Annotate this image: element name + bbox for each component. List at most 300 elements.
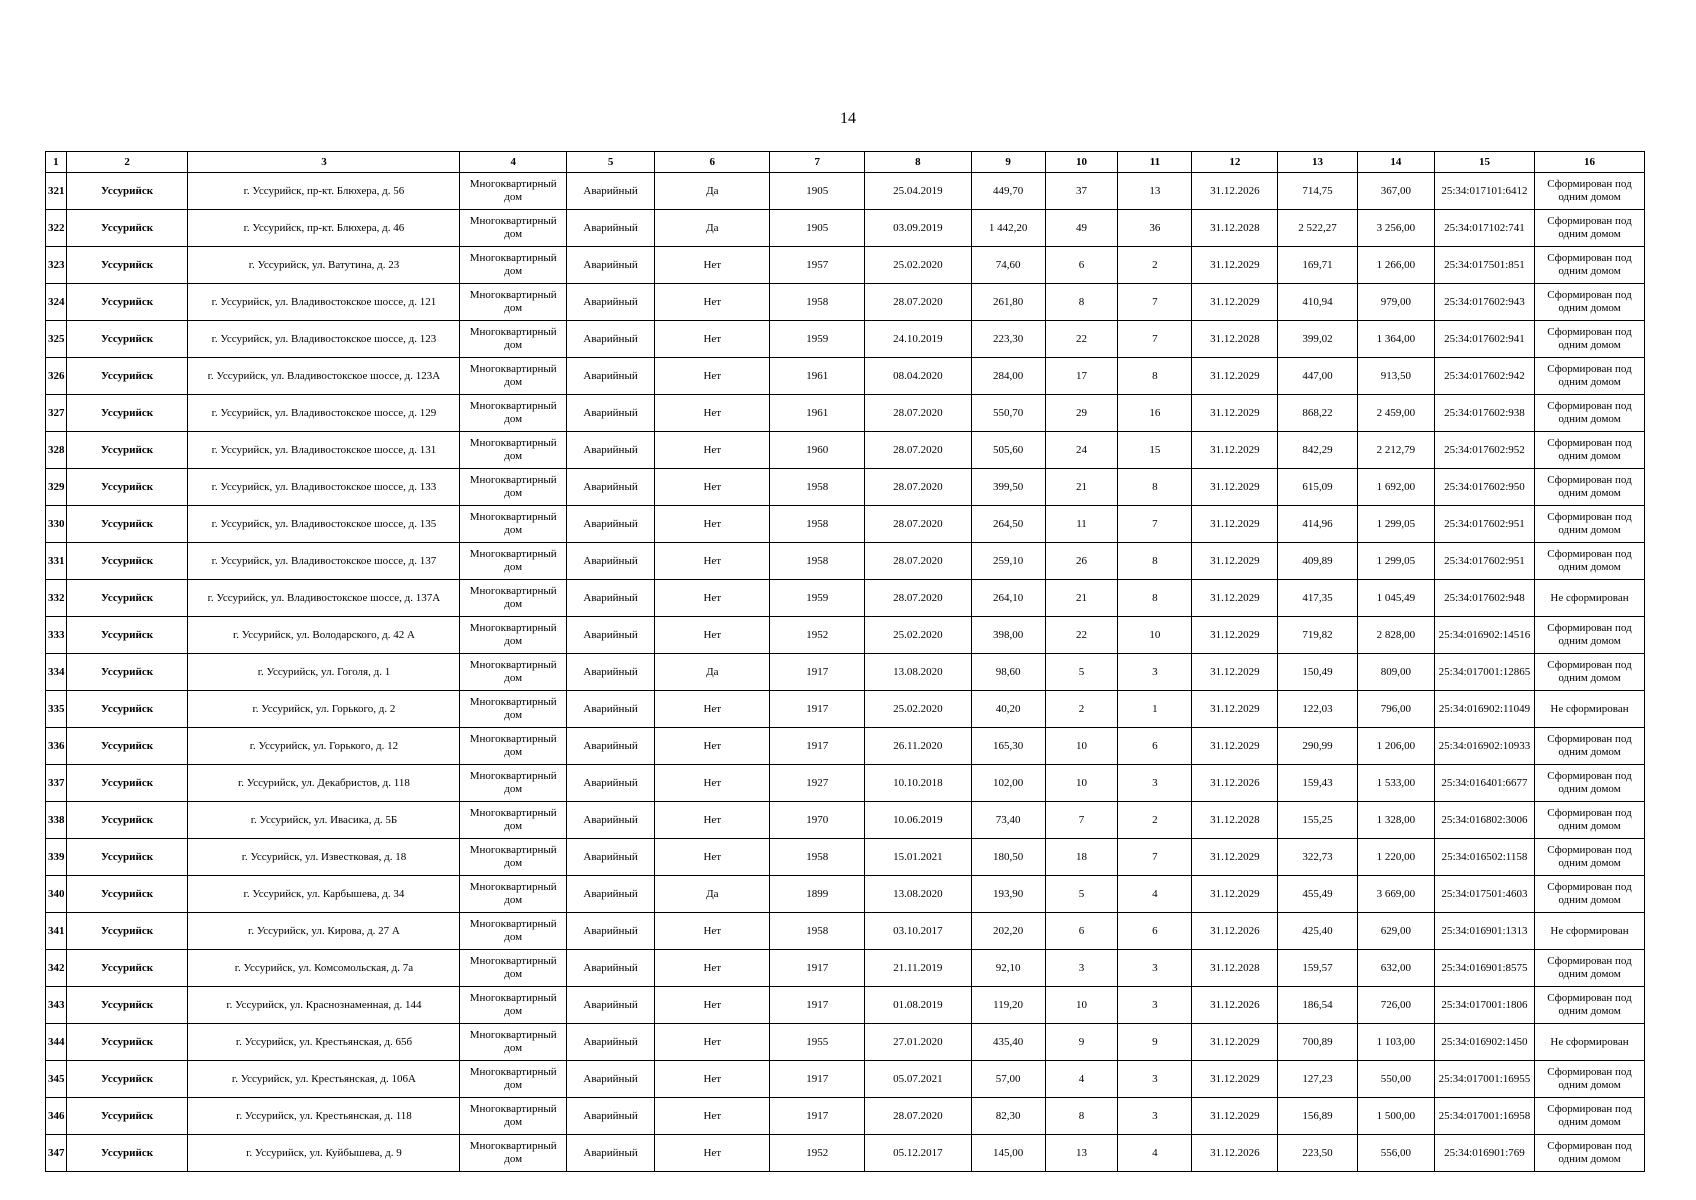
flag-cell: Нет bbox=[655, 987, 770, 1024]
area-cell: 1 442,20 bbox=[971, 210, 1045, 247]
land-area-cell: 3 669,00 bbox=[1357, 876, 1434, 913]
municipality-cell: Уссурийск bbox=[66, 839, 188, 876]
building-type-cell: Многоквартирный дом bbox=[460, 839, 567, 876]
address-cell: г. Уссурийск, ул. Владивостокское шоссе, д. 123А bbox=[188, 358, 460, 395]
land-area-cell: 550,00 bbox=[1357, 1061, 1434, 1098]
cadastral-number-cell: 25:34:017602:951 bbox=[1434, 506, 1534, 543]
recognition-date-cell: 25.04.2019 bbox=[865, 173, 972, 210]
area-cell: 550,70 bbox=[971, 395, 1045, 432]
apartments-cell: 13 bbox=[1118, 173, 1192, 210]
address-cell: г. Уссурийск, ул. Ватутина, д. 23 bbox=[188, 247, 460, 284]
address-cell: г. Уссурийск, ул. Карбышева, д. 34 bbox=[188, 876, 460, 913]
row-number-cell: 347 bbox=[46, 1135, 67, 1172]
value-cell: 169,71 bbox=[1278, 247, 1357, 284]
area-cell: 82,30 bbox=[971, 1098, 1045, 1135]
building-type-cell: Многоквартирный дом bbox=[460, 765, 567, 802]
building-status-cell: Аварийный bbox=[567, 1098, 655, 1135]
recognition-date-cell: 03.09.2019 bbox=[865, 210, 972, 247]
column-header: 16 bbox=[1535, 152, 1645, 173]
value-cell: 409,89 bbox=[1278, 543, 1357, 580]
table-row bbox=[46, 728, 1645, 765]
flag-cell: Нет bbox=[655, 839, 770, 876]
building-status-cell: Аварийный bbox=[567, 1024, 655, 1061]
table-row bbox=[46, 543, 1645, 580]
column-header: 10 bbox=[1045, 152, 1118, 173]
cadastral-number-cell: 25:34:017602:952 bbox=[1434, 432, 1534, 469]
construction-year-cell: 1917 bbox=[770, 1061, 865, 1098]
header-row bbox=[46, 152, 1645, 173]
municipality-cell: Уссурийск bbox=[66, 173, 188, 210]
construction-year-cell: 1952 bbox=[770, 1135, 865, 1172]
address-cell: г. Уссурийск, ул. Владивостокское шоссе, д. 123 bbox=[188, 321, 460, 358]
flag-cell: Нет bbox=[655, 691, 770, 728]
construction-year-cell: 1961 bbox=[770, 358, 865, 395]
building-type-cell: Многоквартирный дом bbox=[460, 284, 567, 321]
building-type-cell: Многоквартирный дом bbox=[460, 1061, 567, 1098]
municipality-cell: Уссурийск bbox=[66, 284, 188, 321]
land-area-cell: 632,00 bbox=[1357, 950, 1434, 987]
value-cell: 714,75 bbox=[1278, 173, 1357, 210]
row-number-cell: 328 bbox=[46, 432, 67, 469]
land-area-cell: 2 459,00 bbox=[1357, 395, 1434, 432]
value-cell: 223,50 bbox=[1278, 1135, 1357, 1172]
residents-cell: 10 bbox=[1045, 728, 1118, 765]
residents-cell: 11 bbox=[1045, 506, 1118, 543]
land-area-cell: 2 212,79 bbox=[1357, 432, 1434, 469]
value-cell: 122,03 bbox=[1278, 691, 1357, 728]
land-area-cell: 2 828,00 bbox=[1357, 617, 1434, 654]
column-header: 6 bbox=[655, 152, 770, 173]
resettlement-deadline-cell: 31.12.2026 bbox=[1192, 765, 1278, 802]
building-status-cell: Аварийный bbox=[567, 395, 655, 432]
land-status-cell: Сформирован под одним домом bbox=[1535, 173, 1645, 210]
table-row bbox=[46, 765, 1645, 802]
value-cell: 186,54 bbox=[1278, 987, 1357, 1024]
municipality-cell: Уссурийск bbox=[66, 691, 188, 728]
row-number-cell: 341 bbox=[46, 913, 67, 950]
municipality-cell: Уссурийск bbox=[66, 1024, 188, 1061]
apartments-cell: 8 bbox=[1118, 469, 1192, 506]
land-status-cell: Не сформирован bbox=[1535, 1024, 1645, 1061]
building-type-cell: Многоквартирный дом bbox=[460, 395, 567, 432]
area-cell: 261,80 bbox=[971, 284, 1045, 321]
address-cell: г. Уссурийск, ул. Владивостокское шоссе, д. 133 bbox=[188, 469, 460, 506]
building-status-cell: Аварийный bbox=[567, 580, 655, 617]
value-cell: 399,02 bbox=[1278, 321, 1357, 358]
residents-cell: 37 bbox=[1045, 173, 1118, 210]
resettlement-deadline-cell: 31.12.2026 bbox=[1192, 173, 1278, 210]
building-type-cell: Многоквартирный дом bbox=[460, 1098, 567, 1135]
recognition-date-cell: 03.10.2017 bbox=[865, 913, 972, 950]
land-status-cell: Сформирован под одним домом bbox=[1535, 506, 1645, 543]
land-status-cell: Сформирован под одним домом bbox=[1535, 247, 1645, 284]
building-status-cell: Аварийный bbox=[567, 913, 655, 950]
land-area-cell: 1 299,05 bbox=[1357, 543, 1434, 580]
cadastral-number-cell: 25:34:017001:1806 bbox=[1434, 987, 1534, 1024]
row-number-cell: 321 bbox=[46, 173, 67, 210]
cadastral-number-cell: 25:34:017001:16958 bbox=[1434, 1098, 1534, 1135]
apartments-cell: 3 bbox=[1118, 1061, 1192, 1098]
land-status-cell: Сформирован под одним домом bbox=[1535, 284, 1645, 321]
residents-cell: 8 bbox=[1045, 284, 1118, 321]
construction-year-cell: 1959 bbox=[770, 580, 865, 617]
land-area-cell: 367,00 bbox=[1357, 173, 1434, 210]
municipality-cell: Уссурийск bbox=[66, 395, 188, 432]
column-header: 2 bbox=[66, 152, 188, 173]
row-number-cell: 325 bbox=[46, 321, 67, 358]
land-status-cell: Сформирован под одним домом bbox=[1535, 839, 1645, 876]
cadastral-number-cell: 25:34:017001:16955 bbox=[1434, 1061, 1534, 1098]
apartments-cell: 3 bbox=[1118, 950, 1192, 987]
apartments-cell: 2 bbox=[1118, 802, 1192, 839]
value-cell: 868,22 bbox=[1278, 395, 1357, 432]
resettlement-deadline-cell: 31.12.2029 bbox=[1192, 617, 1278, 654]
resettlement-deadline-cell: 31.12.2029 bbox=[1192, 839, 1278, 876]
land-status-cell: Сформирован под одним домом bbox=[1535, 654, 1645, 691]
table-row bbox=[46, 284, 1645, 321]
land-status-cell: Сформирован под одним домом bbox=[1535, 469, 1645, 506]
address-cell: г. Уссурийск, ул. Известковая, д. 18 bbox=[188, 839, 460, 876]
cadastral-number-cell: 25:34:016902:1450 bbox=[1434, 1024, 1534, 1061]
flag-cell: Нет bbox=[655, 617, 770, 654]
land-status-cell: Сформирован под одним домом bbox=[1535, 1098, 1645, 1135]
address-cell: г. Уссурийск, ул. Декабристов, д. 118 bbox=[188, 765, 460, 802]
building-status-cell: Аварийный bbox=[567, 543, 655, 580]
municipality-cell: Уссурийск bbox=[66, 469, 188, 506]
apartments-cell: 36 bbox=[1118, 210, 1192, 247]
cadastral-number-cell: 25:34:017602:941 bbox=[1434, 321, 1534, 358]
building-status-cell: Аварийный bbox=[567, 802, 655, 839]
cadastral-number-cell: 25:34:017501:851 bbox=[1434, 247, 1534, 284]
cadastral-number-cell: 25:34:017501:4603 bbox=[1434, 876, 1534, 913]
building-type-cell: Многоквартирный дом bbox=[460, 654, 567, 691]
apartments-cell: 3 bbox=[1118, 987, 1192, 1024]
recognition-date-cell: 05.12.2017 bbox=[865, 1135, 972, 1172]
flag-cell: Нет bbox=[655, 247, 770, 284]
building-status-cell: Аварийный bbox=[567, 728, 655, 765]
land-status-cell: Сформирован под одним домом bbox=[1535, 765, 1645, 802]
land-status-cell: Сформирован под одним домом bbox=[1535, 617, 1645, 654]
building-type-cell: Многоквартирный дом bbox=[460, 728, 567, 765]
residents-cell: 7 bbox=[1045, 802, 1118, 839]
address-cell: г. Уссурийск, ул. Владивостокское шоссе, д. 137А bbox=[188, 580, 460, 617]
land-status-cell: Сформирован под одним домом bbox=[1535, 728, 1645, 765]
cadastral-number-cell: 25:34:016502:1158 bbox=[1434, 839, 1534, 876]
recognition-date-cell: 13.08.2020 bbox=[865, 654, 972, 691]
land-area-cell: 1 266,00 bbox=[1357, 247, 1434, 284]
municipality-cell: Уссурийск bbox=[66, 654, 188, 691]
flag-cell: Нет bbox=[655, 1024, 770, 1061]
building-type-cell: Многоквартирный дом bbox=[460, 543, 567, 580]
building-type-cell: Многоквартирный дом bbox=[460, 1135, 567, 1172]
construction-year-cell: 1917 bbox=[770, 654, 865, 691]
area-cell: 223,30 bbox=[971, 321, 1045, 358]
column-header: 13 bbox=[1278, 152, 1357, 173]
construction-year-cell: 1899 bbox=[770, 876, 865, 913]
land-area-cell: 796,00 bbox=[1357, 691, 1434, 728]
cadastral-number-cell: 25:34:017602:938 bbox=[1434, 395, 1534, 432]
row-number-cell: 346 bbox=[46, 1098, 67, 1135]
apartments-cell: 7 bbox=[1118, 321, 1192, 358]
resettlement-deadline-cell: 31.12.2026 bbox=[1192, 1135, 1278, 1172]
address-cell: г. Уссурийск, пр-кт. Блюхера, д. 56 bbox=[188, 173, 460, 210]
table-body bbox=[46, 173, 1645, 1172]
area-cell: 74,60 bbox=[971, 247, 1045, 284]
cadastral-number-cell: 25:34:017602:951 bbox=[1434, 543, 1534, 580]
table-row bbox=[46, 321, 1645, 358]
land-area-cell: 1 220,00 bbox=[1357, 839, 1434, 876]
residents-cell: 4 bbox=[1045, 1061, 1118, 1098]
row-number-cell: 332 bbox=[46, 580, 67, 617]
resettlement-deadline-cell: 31.12.2028 bbox=[1192, 950, 1278, 987]
table-row bbox=[46, 876, 1645, 913]
address-cell: г. Уссурийск, ул. Владивостокское шоссе, д. 129 bbox=[188, 395, 460, 432]
apartments-cell: 4 bbox=[1118, 876, 1192, 913]
building-status-cell: Аварийный bbox=[567, 876, 655, 913]
building-status-cell: Аварийный bbox=[567, 173, 655, 210]
value-cell: 447,00 bbox=[1278, 358, 1357, 395]
municipality-cell: Уссурийск bbox=[66, 210, 188, 247]
value-cell: 425,40 bbox=[1278, 913, 1357, 950]
construction-year-cell: 1958 bbox=[770, 469, 865, 506]
recognition-date-cell: 24.10.2019 bbox=[865, 321, 972, 358]
building-type-cell: Многоквартирный дом bbox=[460, 987, 567, 1024]
flag-cell: Нет bbox=[655, 469, 770, 506]
construction-year-cell: 1958 bbox=[770, 543, 865, 580]
construction-year-cell: 1917 bbox=[770, 950, 865, 987]
building-type-cell: Многоквартирный дом bbox=[460, 321, 567, 358]
flag-cell: Да bbox=[655, 173, 770, 210]
municipality-cell: Уссурийск bbox=[66, 950, 188, 987]
residents-cell: 8 bbox=[1045, 1098, 1118, 1135]
area-cell: 398,00 bbox=[971, 617, 1045, 654]
land-area-cell: 3 256,00 bbox=[1357, 210, 1434, 247]
residents-cell: 17 bbox=[1045, 358, 1118, 395]
land-area-cell: 1 103,00 bbox=[1357, 1024, 1434, 1061]
municipality-cell: Уссурийск bbox=[66, 876, 188, 913]
area-cell: 92,10 bbox=[971, 950, 1045, 987]
recognition-date-cell: 28.07.2020 bbox=[865, 432, 972, 469]
resettlement-deadline-cell: 31.12.2029 bbox=[1192, 580, 1278, 617]
land-area-cell: 1 045,49 bbox=[1357, 580, 1434, 617]
resettlement-deadline-cell: 31.12.2029 bbox=[1192, 1098, 1278, 1135]
flag-cell: Нет bbox=[655, 506, 770, 543]
construction-year-cell: 1927 bbox=[770, 765, 865, 802]
municipality-cell: Уссурийск bbox=[66, 321, 188, 358]
value-cell: 127,23 bbox=[1278, 1061, 1357, 1098]
resettlement-deadline-cell: 31.12.2029 bbox=[1192, 1061, 1278, 1098]
row-number-cell: 326 bbox=[46, 358, 67, 395]
land-area-cell: 726,00 bbox=[1357, 987, 1434, 1024]
resettlement-deadline-cell: 31.12.2029 bbox=[1192, 506, 1278, 543]
cadastral-number-cell: 25:34:017602:950 bbox=[1434, 469, 1534, 506]
recognition-date-cell: 01.08.2019 bbox=[865, 987, 972, 1024]
row-number-cell: 324 bbox=[46, 284, 67, 321]
column-header: 1 bbox=[46, 152, 67, 173]
construction-year-cell: 1970 bbox=[770, 802, 865, 839]
recognition-date-cell: 13.08.2020 bbox=[865, 876, 972, 913]
land-status-cell: Сформирован под одним домом bbox=[1535, 210, 1645, 247]
row-number-cell: 338 bbox=[46, 802, 67, 839]
land-status-cell: Не сформирован bbox=[1535, 691, 1645, 728]
address-cell: г. Уссурийск, ул. Крестьянская, д. 65б bbox=[188, 1024, 460, 1061]
value-cell: 159,57 bbox=[1278, 950, 1357, 987]
residents-cell: 5 bbox=[1045, 876, 1118, 913]
cadastral-number-cell: 25:34:016902:14516 bbox=[1434, 617, 1534, 654]
construction-year-cell: 1958 bbox=[770, 284, 865, 321]
recognition-date-cell: 28.07.2020 bbox=[865, 580, 972, 617]
resettlement-deadline-cell: 31.12.2028 bbox=[1192, 210, 1278, 247]
value-cell: 410,94 bbox=[1278, 284, 1357, 321]
building-type-cell: Многоквартирный дом bbox=[460, 913, 567, 950]
table-row bbox=[46, 506, 1645, 543]
apartments-cell: 6 bbox=[1118, 728, 1192, 765]
table-row bbox=[46, 617, 1645, 654]
building-type-cell: Многоквартирный дом bbox=[460, 1024, 567, 1061]
apartments-cell: 16 bbox=[1118, 395, 1192, 432]
building-status-cell: Аварийный bbox=[567, 432, 655, 469]
recognition-date-cell: 28.07.2020 bbox=[865, 395, 972, 432]
address-cell: г. Уссурийск, ул. Крестьянская, д. 118 bbox=[188, 1098, 460, 1135]
construction-year-cell: 1958 bbox=[770, 839, 865, 876]
cadastral-number-cell: 25:34:017102:741 bbox=[1434, 210, 1534, 247]
building-status-cell: Аварийный bbox=[567, 987, 655, 1024]
table-row bbox=[46, 432, 1645, 469]
residents-cell: 21 bbox=[1045, 469, 1118, 506]
residents-cell: 22 bbox=[1045, 321, 1118, 358]
flag-cell: Нет bbox=[655, 580, 770, 617]
recognition-date-cell: 21.11.2019 bbox=[865, 950, 972, 987]
table-row bbox=[46, 173, 1645, 210]
land-status-cell: Не сформирован bbox=[1535, 913, 1645, 950]
area-cell: 193,90 bbox=[971, 876, 1045, 913]
value-cell: 2 522,27 bbox=[1278, 210, 1357, 247]
resettlement-deadline-cell: 31.12.2029 bbox=[1192, 469, 1278, 506]
building-type-cell: Многоквартирный дом bbox=[460, 210, 567, 247]
land-area-cell: 1 692,00 bbox=[1357, 469, 1434, 506]
value-cell: 842,29 bbox=[1278, 432, 1357, 469]
address-cell: г. Уссурийск, ул. Комсомольская, д. 7а bbox=[188, 950, 460, 987]
resettlement-deadline-cell: 31.12.2029 bbox=[1192, 728, 1278, 765]
construction-year-cell: 1960 bbox=[770, 432, 865, 469]
table-row bbox=[46, 1098, 1645, 1135]
residents-cell: 24 bbox=[1045, 432, 1118, 469]
building-status-cell: Аварийный bbox=[567, 950, 655, 987]
apartments-cell: 15 bbox=[1118, 432, 1192, 469]
flag-cell: Нет bbox=[655, 802, 770, 839]
municipality-cell: Уссурийск bbox=[66, 506, 188, 543]
value-cell: 156,89 bbox=[1278, 1098, 1357, 1135]
recognition-date-cell: 28.07.2020 bbox=[865, 543, 972, 580]
municipality-cell: Уссурийск bbox=[66, 358, 188, 395]
row-number-cell: 322 bbox=[46, 210, 67, 247]
construction-year-cell: 1961 bbox=[770, 395, 865, 432]
apartments-cell: 6 bbox=[1118, 913, 1192, 950]
table-row bbox=[46, 395, 1645, 432]
residents-cell: 21 bbox=[1045, 580, 1118, 617]
land-area-cell: 809,00 bbox=[1357, 654, 1434, 691]
municipality-cell: Уссурийск bbox=[66, 1061, 188, 1098]
address-cell: г. Уссурийск, ул. Владивостокское шоссе, д. 135 bbox=[188, 506, 460, 543]
building-status-cell: Аварийный bbox=[567, 321, 655, 358]
municipality-cell: Уссурийск bbox=[66, 580, 188, 617]
area-cell: 145,00 bbox=[971, 1135, 1045, 1172]
municipality-cell: Уссурийск bbox=[66, 432, 188, 469]
register-table bbox=[45, 151, 1645, 1172]
area-cell: 73,40 bbox=[971, 802, 1045, 839]
column-header: 8 bbox=[865, 152, 972, 173]
address-cell: г. Уссурийск, ул. Владивостокское шоссе, д. 131 bbox=[188, 432, 460, 469]
construction-year-cell: 1955 bbox=[770, 1024, 865, 1061]
column-header: 4 bbox=[460, 152, 567, 173]
recognition-date-cell: 28.07.2020 bbox=[865, 284, 972, 321]
construction-year-cell: 1917 bbox=[770, 728, 865, 765]
apartments-cell: 4 bbox=[1118, 1135, 1192, 1172]
building-type-cell: Многоквартирный дом bbox=[460, 432, 567, 469]
resettlement-deadline-cell: 31.12.2029 bbox=[1192, 358, 1278, 395]
resettlement-deadline-cell: 31.12.2029 bbox=[1192, 654, 1278, 691]
building-status-cell: Аварийный bbox=[567, 1135, 655, 1172]
building-status-cell: Аварийный bbox=[567, 506, 655, 543]
value-cell: 155,25 bbox=[1278, 802, 1357, 839]
construction-year-cell: 1957 bbox=[770, 247, 865, 284]
cadastral-number-cell: 25:34:016901:769 bbox=[1434, 1135, 1534, 1172]
area-cell: 284,00 bbox=[971, 358, 1045, 395]
recognition-date-cell: 28.07.2020 bbox=[865, 506, 972, 543]
recognition-date-cell: 27.01.2020 bbox=[865, 1024, 972, 1061]
land-status-cell: Сформирован под одним домом bbox=[1535, 876, 1645, 913]
building-type-cell: Многоквартирный дом bbox=[460, 358, 567, 395]
row-number-cell: 339 bbox=[46, 839, 67, 876]
municipality-cell: Уссурийск bbox=[66, 1135, 188, 1172]
table-row bbox=[46, 1024, 1645, 1061]
municipality-cell: Уссурийск bbox=[66, 765, 188, 802]
flag-cell: Нет bbox=[655, 432, 770, 469]
building-status-cell: Аварийный bbox=[567, 284, 655, 321]
building-type-cell: Многоквартирный дом bbox=[460, 580, 567, 617]
resettlement-deadline-cell: 31.12.2028 bbox=[1192, 321, 1278, 358]
resettlement-deadline-cell: 31.12.2028 bbox=[1192, 802, 1278, 839]
apartments-cell: 3 bbox=[1118, 1098, 1192, 1135]
recognition-date-cell: 10.10.2018 bbox=[865, 765, 972, 802]
building-type-cell: Многоквартирный дом bbox=[460, 876, 567, 913]
address-cell: г. Уссурийск, ул. Краснознаменная, д. 144 bbox=[188, 987, 460, 1024]
land-status-cell: Сформирован под одним домом bbox=[1535, 395, 1645, 432]
apartments-cell: 7 bbox=[1118, 284, 1192, 321]
apartments-cell: 2 bbox=[1118, 247, 1192, 284]
apartments-cell: 8 bbox=[1118, 580, 1192, 617]
building-type-cell: Многоквартирный дом bbox=[460, 506, 567, 543]
construction-year-cell: 1917 bbox=[770, 987, 865, 1024]
municipality-cell: Уссурийск bbox=[66, 543, 188, 580]
construction-year-cell: 1952 bbox=[770, 617, 865, 654]
table-row bbox=[46, 358, 1645, 395]
table-row bbox=[46, 1135, 1645, 1172]
cadastral-number-cell: 25:34:017602:942 bbox=[1434, 358, 1534, 395]
land-status-cell: Сформирован под одним домом bbox=[1535, 432, 1645, 469]
recognition-date-cell: 15.01.2021 bbox=[865, 839, 972, 876]
table-row bbox=[46, 654, 1645, 691]
flag-cell: Да bbox=[655, 654, 770, 691]
area-cell: 180,50 bbox=[971, 839, 1045, 876]
resettlement-deadline-cell: 31.12.2029 bbox=[1192, 432, 1278, 469]
construction-year-cell: 1917 bbox=[770, 1098, 865, 1135]
row-number-cell: 330 bbox=[46, 506, 67, 543]
recognition-date-cell: 10.06.2019 bbox=[865, 802, 972, 839]
row-number-cell: 336 bbox=[46, 728, 67, 765]
land-status-cell: Сформирован под одним домом bbox=[1535, 987, 1645, 1024]
row-number-cell: 343 bbox=[46, 987, 67, 1024]
